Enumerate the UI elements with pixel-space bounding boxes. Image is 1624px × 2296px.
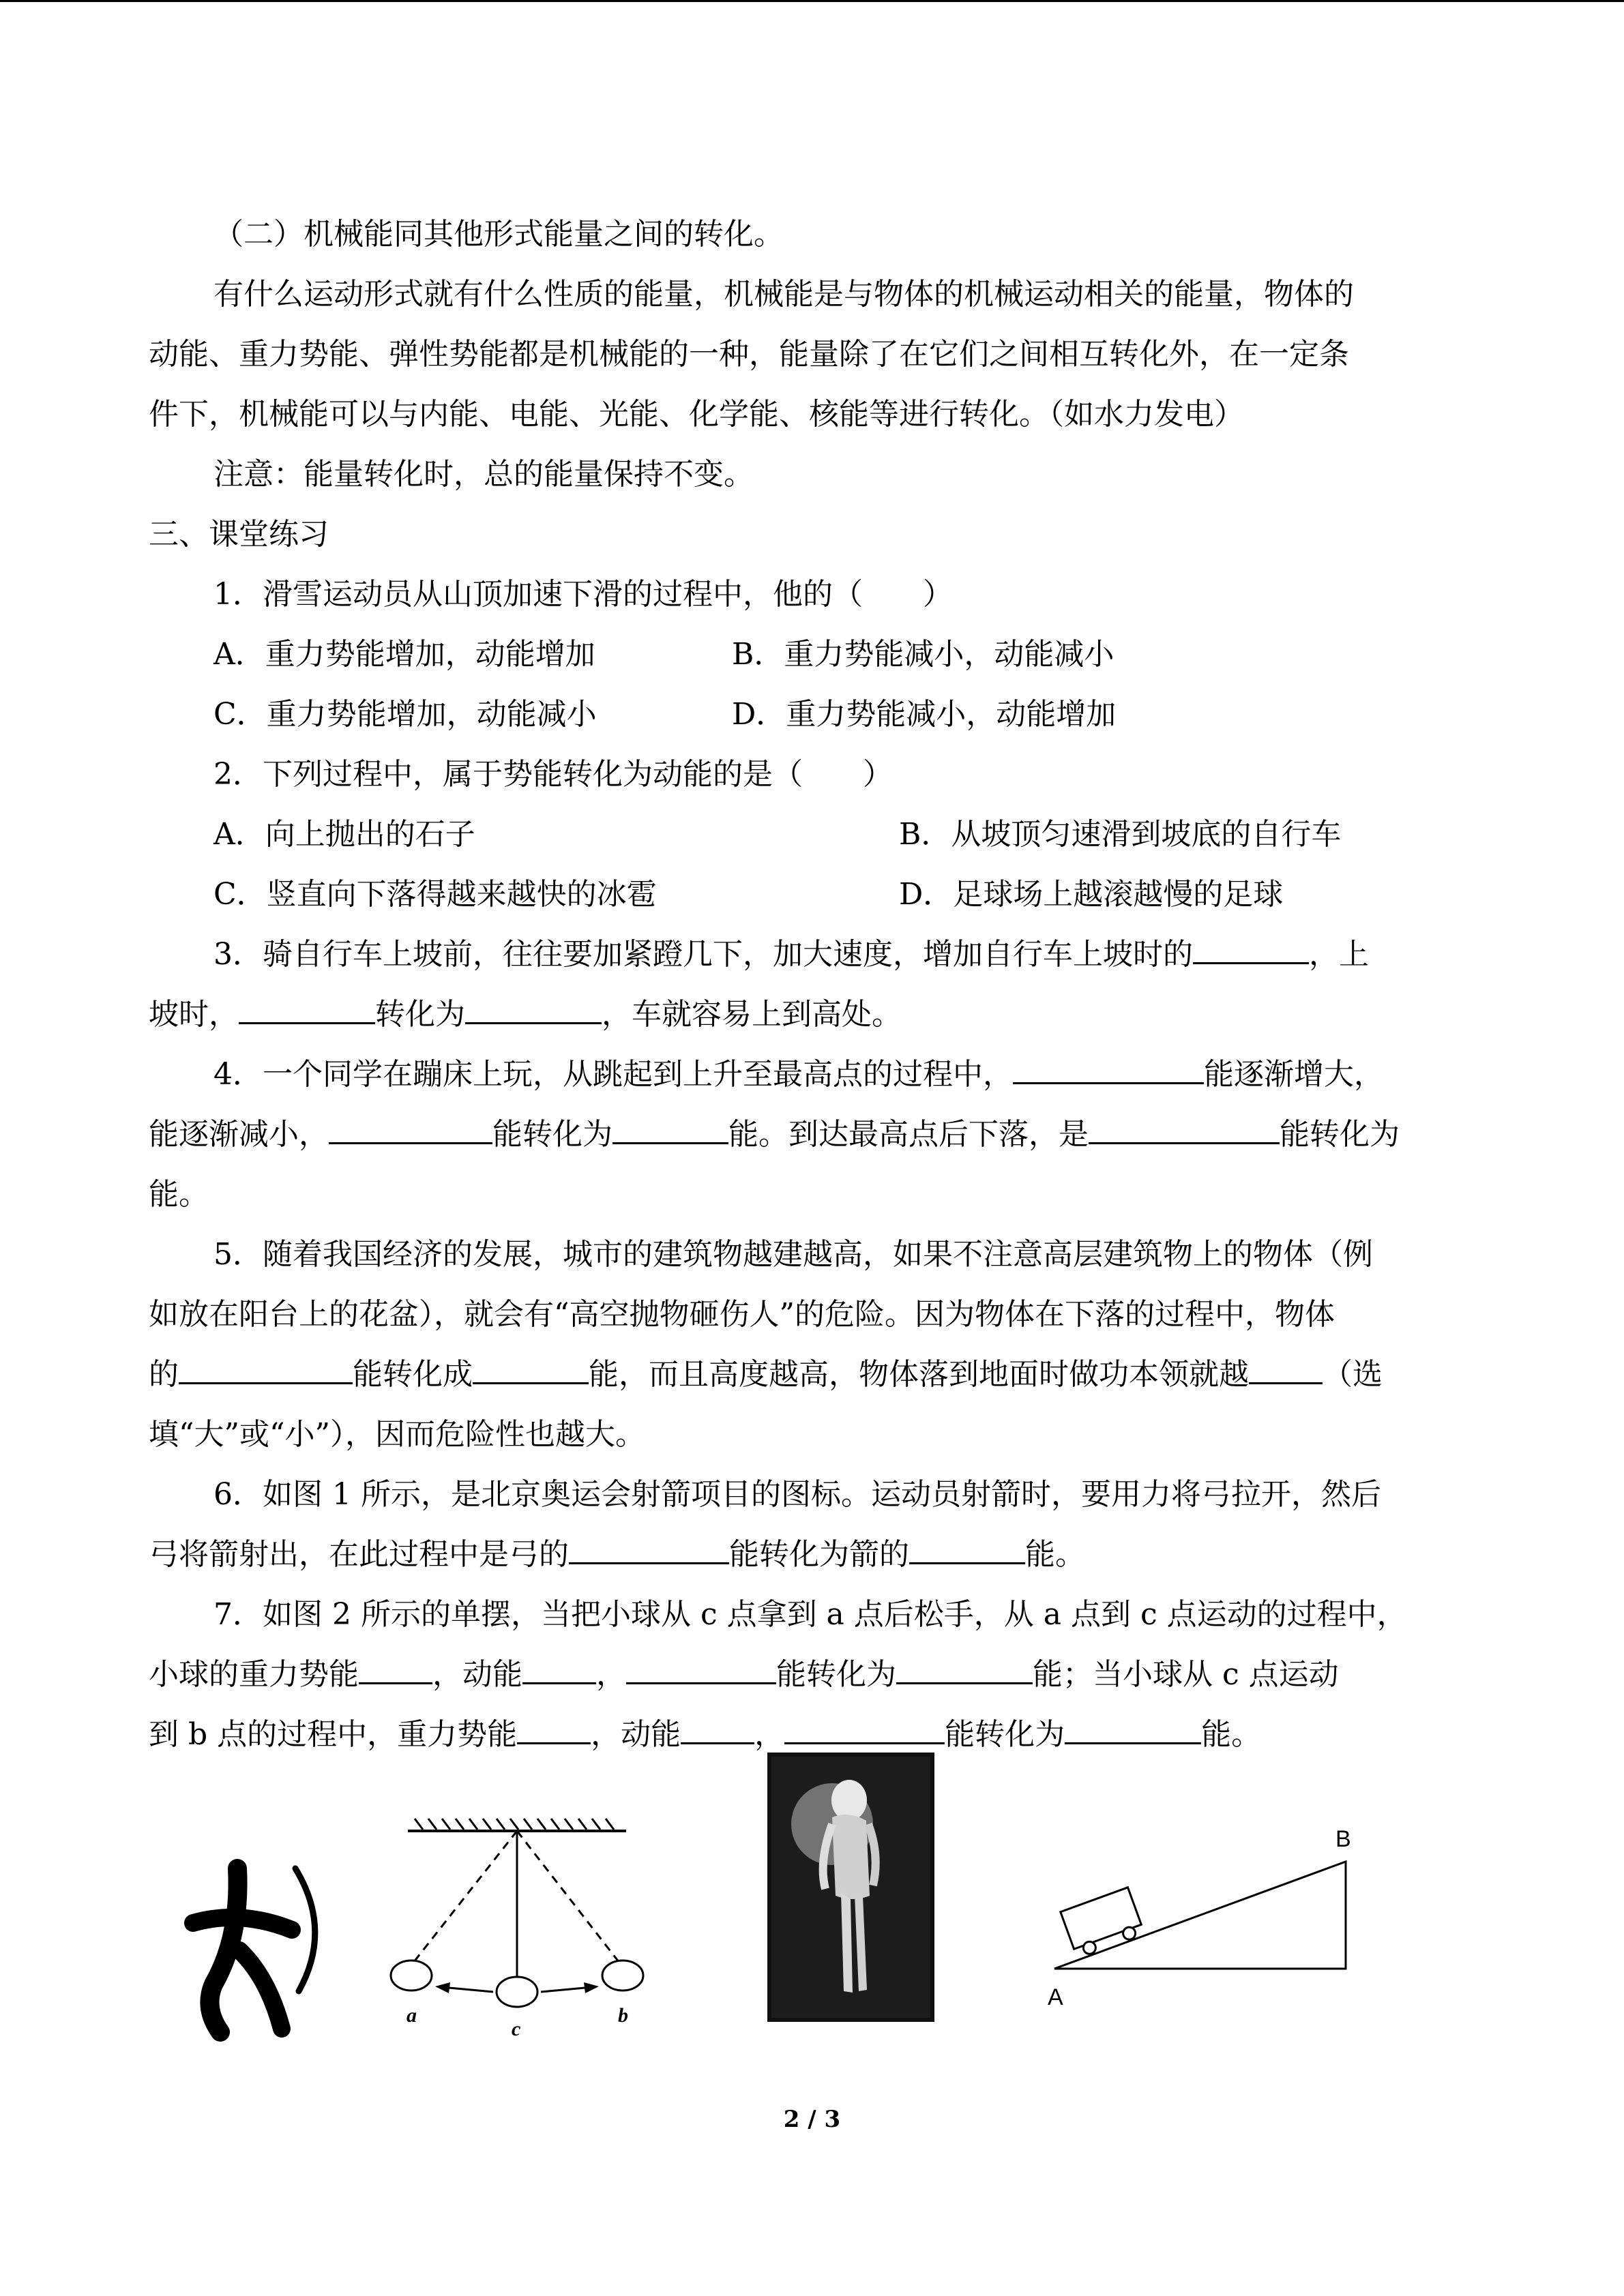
incline-cart-diagram: [1035, 1807, 1472, 2025]
answer-blank[interactable]: [1089, 1107, 1280, 1144]
answer-blank[interactable]: [1249, 1347, 1323, 1384]
section2-paragraph-line: 动能、重力势能、弹性势能都是机械能的一种，能量除了在它们之间相互转化外，在一定条: [149, 337, 1349, 372]
archery-pictogram-icon: [166, 1828, 329, 2046]
q4-text: 能转化为: [492, 1117, 612, 1152]
page-number: 2 / 3: [783, 2106, 841, 2133]
q3-text: 转化为: [375, 997, 465, 1032]
section2-paragraph-line: 有什么运动形式就有什么性质的能量，机械能是与物体的机械运动相关的能量，物体的: [213, 277, 1354, 312]
option-c: C．竖直向下落得越来越快的冰雹: [213, 877, 657, 912]
option-d: D．重力势能减小，动能增加: [732, 697, 1117, 732]
pendulum-label-b: b: [618, 2004, 628, 2027]
q4-text: 能逐渐增大，: [1204, 1057, 1384, 1092]
question-4-line: 能。: [149, 1177, 209, 1212]
option-a: A．向上抛出的石子: [213, 817, 475, 852]
question-5-line: 如放在阳台上的花盆），就会有“高空抛物砸伤人”的危险。因为物体在下落的过程中，物体: [149, 1297, 1335, 1332]
q7-text: 小球的重力势能: [149, 1657, 359, 1692]
question-2-stem: 2．下列过程中，属于势能转化为动能的是（ ）: [213, 757, 893, 792]
q4-text: 能。到达最高点后下落，是: [728, 1117, 1089, 1152]
q3-text: ，上: [1309, 937, 1369, 972]
q4-text: 能转化为: [1280, 1117, 1400, 1152]
answer-blank[interactable]: [1065, 1707, 1201, 1744]
q7-text: ，: [596, 1657, 626, 1692]
answer-blank[interactable]: [329, 1107, 492, 1144]
q7-text: ，动能: [432, 1657, 522, 1692]
incline-label-a: A: [1048, 1984, 1063, 2010]
q6-text: 能。: [1025, 1537, 1085, 1572]
question-1-options-row: [149, 625, 1475, 685]
question-6-line: [149, 1525, 1475, 1585]
question-1-stem: 1．滑雪运动员从山顶加速下滑的过程中，他的（ ）: [213, 577, 953, 612]
q7-text: 能转化为: [945, 1717, 1065, 1752]
answer-blank[interactable]: [473, 1347, 589, 1384]
question-1-options-row: [149, 685, 1475, 745]
q6-text: 弓将箭射出，在此过程中是弓的: [149, 1537, 569, 1572]
answer-blank[interactable]: [1013, 1047, 1204, 1084]
pendulum-label-a: a: [407, 2004, 417, 2027]
answer-blank[interactable]: [784, 1707, 945, 1744]
question-4-line: [149, 1105, 1475, 1165]
question-3-line: [149, 985, 1475, 1045]
q5-text: 的: [149, 1357, 179, 1392]
q7-text: ，动能: [591, 1717, 681, 1752]
option-c: C．重力势能增加，动能减小: [213, 697, 597, 732]
trampoline-jumper-photo: [767, 1753, 934, 2022]
question-5-line: 填“大”或“小”），因而危险性也越大。: [149, 1417, 645, 1452]
answer-blank[interactable]: [1193, 927, 1309, 964]
answer-blank[interactable]: [681, 1707, 754, 1744]
q5-text: （选: [1323, 1357, 1383, 1392]
question-7-line: 7．如图 2 所示的单摆，当把小球从 c 点拿到 a 点后松手，从 a 点到 c 点运动的过程中，: [213, 1597, 1407, 1632]
answer-blank[interactable]: [569, 1527, 729, 1564]
question-6-line: 6．如图 1 所示，是北京奥运会射箭项目的图标。运动员射箭时，要用力将弓拉开，然后: [213, 1477, 1381, 1512]
answer-blank[interactable]: [612, 1107, 728, 1144]
option-b: B．从坡顶匀速滑到坡底的自行车: [899, 817, 1342, 852]
answer-blank[interactable]: [517, 1707, 591, 1744]
q7-text: 能；当小球从 c 点运动: [1033, 1657, 1339, 1692]
answer-blank[interactable]: [626, 1647, 776, 1684]
top-border-line: [0, 0, 1624, 2]
section3-heading: 三、课堂练习: [149, 517, 329, 552]
q6-text: 能转化为箭的: [729, 1537, 909, 1572]
q4-text: 4．一个同学在蹦床上玩，从跳起到上升至最高点的过程中，: [213, 1057, 1013, 1092]
q7-text: ，: [754, 1717, 785, 1752]
incline-label-b: B: [1335, 1826, 1351, 1852]
question-5-line: 5．随着我国经济的发展，城市的建筑物越建越高，如果不注意高层建筑物上的物体（例: [213, 1237, 1373, 1272]
question-2-options-row: [149, 865, 1475, 925]
answer-blank[interactable]: [522, 1647, 596, 1684]
option-b: B．重力势能减小，动能减小: [732, 637, 1114, 672]
q3-text: ，车就容易上到高处。: [602, 997, 902, 1032]
document-body: [149, 205, 1475, 1765]
question-3-line: [149, 925, 1475, 985]
question-5-line: [149, 1345, 1475, 1405]
option-d: D．足球场上越滚越慢的足球: [899, 877, 1284, 912]
q7-text: 能转化为: [776, 1657, 896, 1692]
q7-text: 能。: [1201, 1717, 1262, 1752]
option-a: A．重力势能增加，动能增加: [213, 637, 595, 672]
pendulum-diagram: [387, 1817, 660, 2042]
answer-blank[interactable]: [909, 1527, 1025, 1564]
figures-row: [149, 1753, 1475, 2053]
q4-text: 能逐渐减小，: [149, 1117, 329, 1152]
section2-paragraph-line: 件下，机械能可以与内能、电能、光能、化学能、核能等进行转化。（如水力发电）: [149, 397, 1244, 432]
answer-blank[interactable]: [179, 1347, 353, 1384]
answer-blank[interactable]: [359, 1647, 432, 1684]
question-7-line: [149, 1645, 1475, 1705]
q3-text: 坡时，: [149, 997, 239, 1032]
q7-text: 到 b 点的过程中，重力势能: [149, 1717, 518, 1752]
section2-note: 注意：能量转化时，总的能量保持不变。: [213, 457, 754, 492]
q5-text: 能，而且高度越高，物体落到地面时做功本领就越: [589, 1357, 1249, 1392]
question-2-options-row: [149, 805, 1475, 865]
q3-text: 3．骑自行车上坡前，往往要加紧蹬几下，加大速度，增加自行车上坡时的: [213, 937, 1193, 972]
answer-blank[interactable]: [239, 987, 375, 1024]
pendulum-label-c: c: [512, 2018, 521, 2040]
q5-text: 能转化成: [353, 1357, 473, 1392]
answer-blank[interactable]: [896, 1647, 1033, 1684]
answer-blank[interactable]: [465, 987, 602, 1024]
question-4-line: [149, 1045, 1475, 1105]
section2-heading: （二）机械能同其他形式能量之间的转化。: [213, 217, 784, 252]
